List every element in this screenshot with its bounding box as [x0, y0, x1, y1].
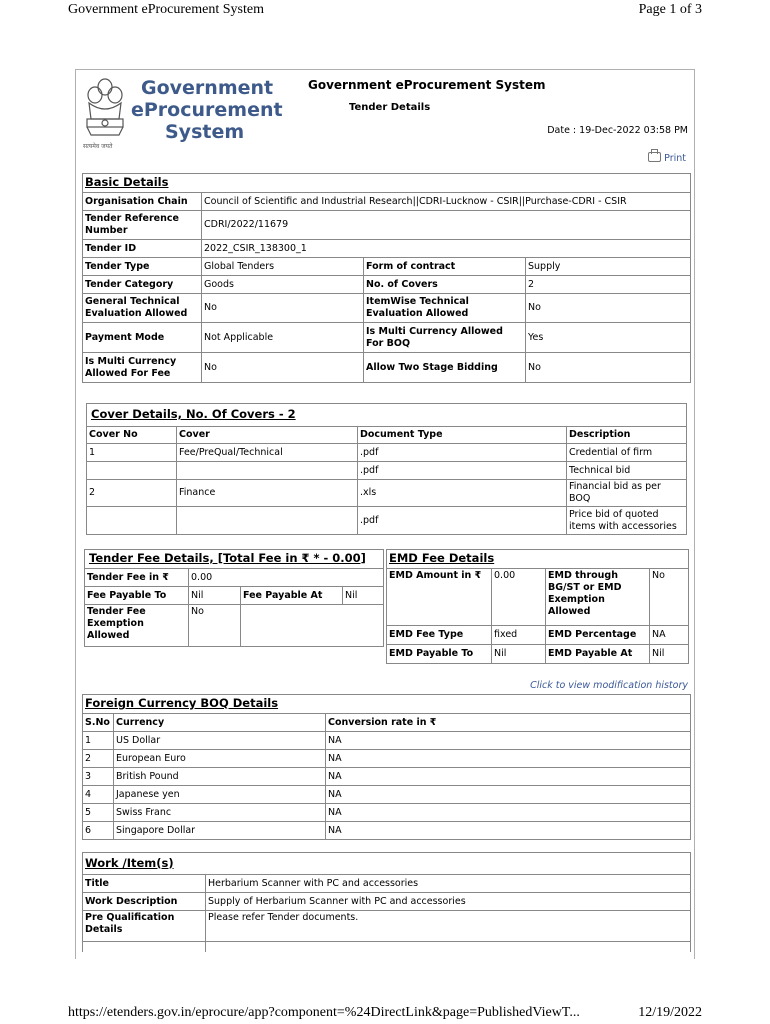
tender-type-label: Tender Type: [83, 258, 202, 276]
page-subtitle: Tender Details: [349, 102, 431, 113]
cover-no-cell: [87, 507, 177, 535]
conversion-rate-cell: NA: [326, 804, 691, 822]
currency-cell: US Dollar: [114, 732, 326, 750]
emd-payable-at-label: EMD Payable At: [546, 645, 650, 664]
payment-mode-value: Not Applicable: [202, 323, 364, 353]
conversion-rate-cell: NA: [326, 768, 691, 786]
document-type-cell: .pdf: [358, 507, 567, 535]
emd-fee-table: [386, 549, 689, 664]
currency-row: [83, 732, 691, 750]
tender-category-label: Tender Category: [83, 276, 202, 294]
emd-fee-title: EMD Fee Details: [387, 550, 689, 569]
two-stage-bidding-value: No: [526, 353, 691, 383]
work-description-label: Work Description: [83, 893, 206, 911]
currency-row: [83, 786, 691, 804]
fee-payable-to-label: Fee Payable To: [85, 587, 189, 605]
sno-cell: 1: [83, 732, 114, 750]
emd-payable-at-value: Nil: [650, 645, 689, 664]
cover-cell: Finance: [177, 480, 358, 507]
cover-no-cell: 1: [87, 444, 177, 462]
currency-cell: Swiss Franc: [114, 804, 326, 822]
fee-empty-cell: [241, 605, 384, 647]
prequal-value: Please refer Tender documents.: [206, 911, 691, 942]
tender-id-value: 2022_CSIR_138300_1: [202, 240, 691, 258]
currency-cell: British Pound: [114, 768, 326, 786]
national-emblem-icon: [81, 73, 129, 153]
itemwise-tech-eval-value: No: [526, 294, 691, 323]
emd-amount-label: EMD Amount in ₹: [387, 569, 492, 626]
sno-cell: 6: [83, 822, 114, 840]
basic-details-title: Basic Details: [83, 174, 691, 193]
tender-ref-value: CDRI/2022/11679: [202, 211, 691, 240]
cover-row: [87, 507, 687, 535]
page-title: Government eProcurement System: [308, 78, 546, 92]
cover-no-cell: 2: [87, 480, 177, 507]
cover-cell: Fee/PreQual/Technical: [177, 444, 358, 462]
tender-fee-value: 0.00: [189, 569, 384, 587]
emblem-caption: सत्यमेव जयते: [83, 143, 113, 150]
document-type-header: Document Type: [358, 427, 567, 444]
document-type-cell: .pdf: [358, 444, 567, 462]
emd-amount-value: 0.00: [492, 569, 546, 626]
foreign-currency-table: [82, 694, 691, 840]
document-type-cell: .xls: [358, 480, 567, 507]
gen-tech-eval-value: No: [202, 294, 364, 323]
gepp-logo: [81, 73, 283, 155]
work-continued-cell: [83, 942, 206, 952]
multi-currency-fee-label: Is Multi Currency Allowed For Fee: [83, 353, 202, 383]
logo-text: [131, 77, 283, 143]
cover-no-header: Cover No: [87, 427, 177, 444]
description-cell: Price bid of quoted items with accessories: [567, 507, 687, 535]
work-items-table: [82, 852, 691, 952]
tender-page: [75, 69, 695, 959]
currency-cell: Singapore Dollar: [114, 822, 326, 840]
emd-percentage-value: NA: [650, 626, 689, 645]
work-title-label: Title: [83, 875, 206, 893]
cover-header: Cover: [177, 427, 358, 444]
cover-cell: [177, 507, 358, 535]
emd-through-label: EMD through BG/ST or EMD Exemption Allowed: [546, 569, 650, 626]
tender-fee-label: Tender Fee in ₹: [85, 569, 189, 587]
currency-row: [83, 822, 691, 840]
tender-fee-title: Tender Fee Details, [Total Fee in ₹ * - 0.00]: [85, 550, 384, 569]
conversion-rate-cell: NA: [326, 732, 691, 750]
description-header: Description: [567, 427, 687, 444]
printer-icon: [648, 152, 661, 162]
sno-cell: 3: [83, 768, 114, 786]
report-date: Date : 19-Dec-2022 03:58 PM: [547, 125, 688, 136]
no-of-covers-label: No. of Covers: [364, 276, 526, 294]
emd-through-value: No: [650, 569, 689, 626]
fee-payable-at-label: Fee Payable At: [241, 587, 343, 605]
print-date: 12/19/2022: [638, 1005, 702, 1020]
no-of-covers-value: 2: [526, 276, 691, 294]
cover-no-cell: [87, 462, 177, 480]
multi-currency-boq-value: Yes: [526, 323, 691, 353]
org-chain-label: Organisation Chain: [83, 193, 202, 211]
currency-row: [83, 804, 691, 822]
payment-mode-label: Payment Mode: [83, 323, 202, 353]
org-chain-value: Council of Scientific and Industrial Research||CDRI-Lucknow - CSIR||Purchase-CDRI - CSIR: [202, 193, 691, 211]
cover-cell: [177, 462, 358, 480]
sno-cell: 5: [83, 804, 114, 822]
print-header: [68, 2, 702, 20]
itemwise-tech-eval-label: ItemWise Technical Evaluation Allowed: [364, 294, 526, 323]
document-type-cell: .pdf: [358, 462, 567, 480]
print-header-title: Government eProcurement System: [68, 2, 264, 17]
modification-history-link[interactable]: Click to view modification history: [530, 680, 688, 691]
basic-details-table: [82, 173, 691, 383]
multi-currency-fee-value: No: [202, 353, 364, 383]
form-of-contract-value: Supply: [526, 258, 691, 276]
emd-fee-type-label: EMD Fee Type: [387, 626, 492, 645]
foreign-currency-title: Foreign Currency BOQ Details: [83, 695, 691, 714]
sno-cell: 2: [83, 750, 114, 768]
prequal-label: Pre Qualification Details: [83, 911, 206, 942]
emd-fee-type-value: fixed: [492, 626, 546, 645]
cover-details-title: Cover Details, No. Of Covers - 2: [87, 404, 687, 427]
print-page-number: Page 1 of 3: [638, 2, 702, 17]
work-items-title: Work /Item(s): [83, 853, 691, 875]
currency-row: [83, 750, 691, 768]
conversion-rate-cell: NA: [326, 750, 691, 768]
tender-ref-label: Tender Reference Number: [83, 211, 202, 240]
fee-exemption-label: Tender Fee Exemption Allowed: [85, 605, 189, 647]
multi-currency-boq-label: Is Multi Currency Allowed For BOQ: [364, 323, 526, 353]
conversion-rate-cell: NA: [326, 822, 691, 840]
work-continued-cell: [206, 942, 691, 952]
gen-tech-eval-label: General Technical Evaluation Allowed: [83, 294, 202, 323]
currency-header: Currency: [114, 714, 326, 732]
tender-type-value: Global Tenders: [202, 258, 364, 276]
print-url: https://etenders.gov.in/eprocure/app?component=%24DirectLink&page=PublishedViewT...: [68, 1005, 580, 1020]
two-stage-bidding-label: Allow Two Stage Bidding: [364, 353, 526, 383]
currency-cell: Japanese yen: [114, 786, 326, 804]
sno-header: S.No: [83, 714, 114, 732]
cover-details-table: [86, 403, 687, 535]
print-footer: [68, 1005, 702, 1023]
print-link[interactable]: [648, 152, 686, 164]
work-title-value: Herbarium Scanner with PC and accessories: [206, 875, 691, 893]
tender-category-value: Goods: [202, 276, 364, 294]
emd-percentage-label: EMD Percentage: [546, 626, 650, 645]
logo-line-1: Government: [141, 77, 274, 99]
tender-fee-table: [84, 549, 384, 647]
cover-row: [87, 444, 687, 462]
fee-payable-to-value: Nil: [189, 587, 241, 605]
currency-cell: European Euro: [114, 750, 326, 768]
emd-payable-to-label: EMD Payable To: [387, 645, 492, 664]
description-cell: Technical bid: [567, 462, 687, 480]
cover-row: [87, 462, 687, 480]
currency-row: [83, 768, 691, 786]
cover-row: [87, 480, 687, 507]
form-of-contract-label: Form of contract: [364, 258, 526, 276]
work-description-value: Supply of Herbarium Scanner with PC and accessories: [206, 893, 691, 911]
logo-line-2: eProcurement: [131, 99, 283, 121]
sno-cell: 4: [83, 786, 114, 804]
fee-exemption-value: No: [189, 605, 241, 647]
tender-id-label: Tender ID: [83, 240, 202, 258]
fee-payable-at-value: Nil: [343, 587, 384, 605]
print-label: Print: [664, 153, 686, 164]
description-cell: Financial bid as per BOQ: [567, 480, 687, 507]
emd-payable-to-value: Nil: [492, 645, 546, 664]
description-cell: Credential of firm: [567, 444, 687, 462]
logo-line-3: System: [165, 121, 245, 143]
conversion-rate-cell: NA: [326, 786, 691, 804]
conversion-rate-header: Conversion rate in ₹: [326, 714, 691, 732]
